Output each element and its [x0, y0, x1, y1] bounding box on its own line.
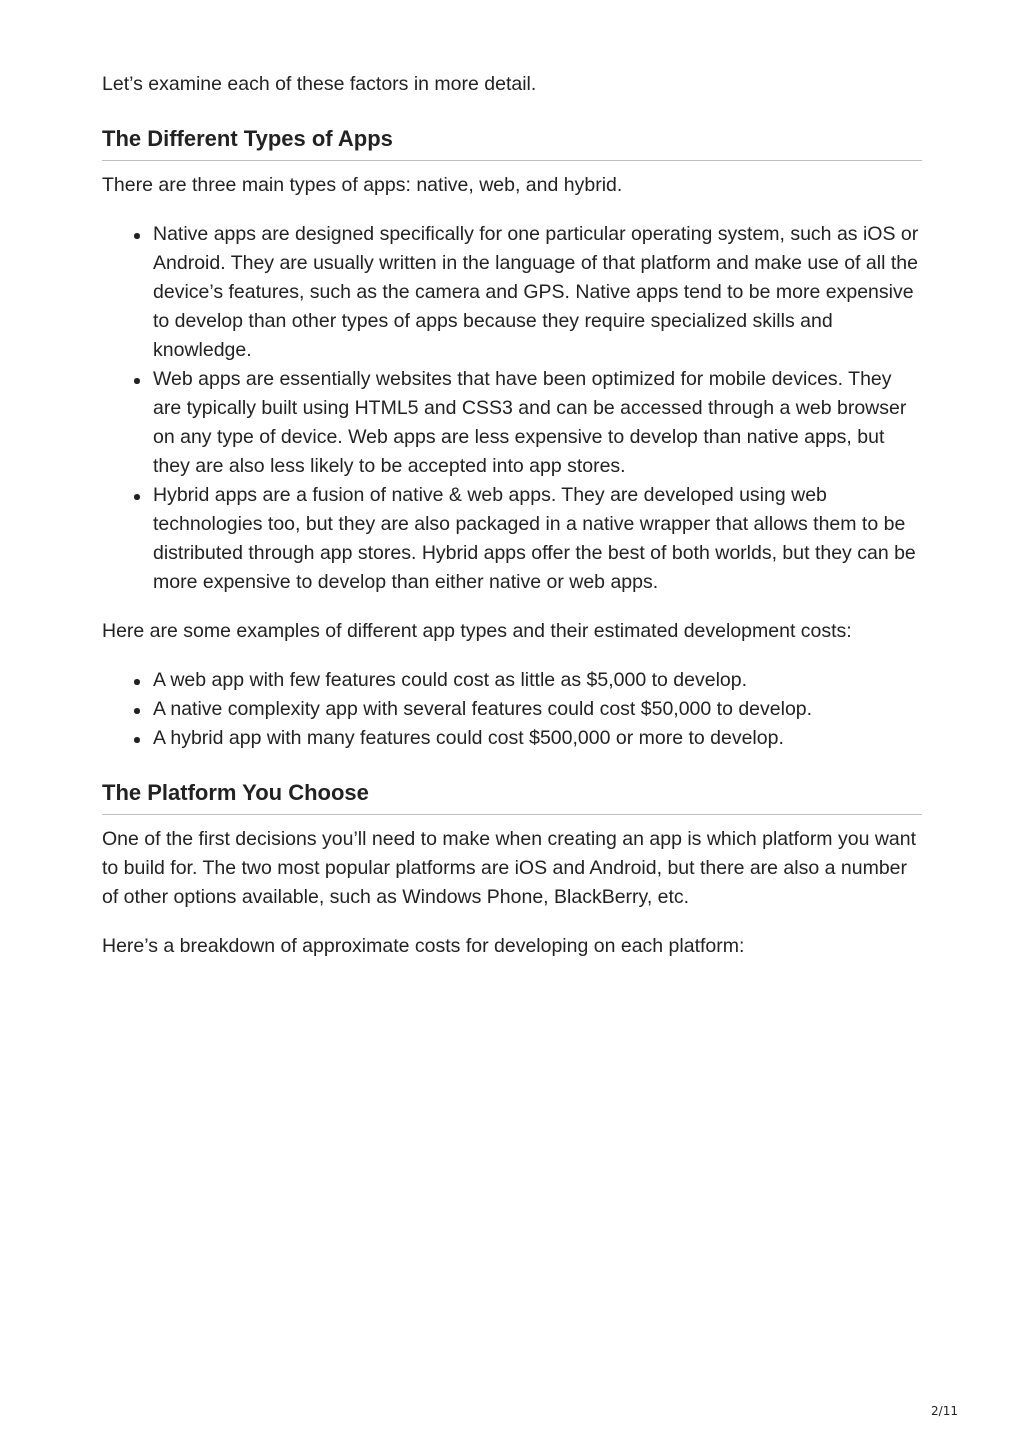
platform-paragraph: One of the first decisions you’ll need to make when creating an app is which platform you want to build for. The two most popular platforms are iOS and Android, but there are also a number of other options available, such as Windows Phone, BlackBerry, etc. — [102, 828, 917, 908]
article-body — [102, 70, 922, 961]
section-heading-app-types: The Different Types of Apps — [102, 125, 922, 161]
breakdown-lead: Here’s a breakdown of approximate costs for developing on each platform: — [102, 935, 745, 957]
intro-paragraph: Let’s examine each of these factors in more detail. — [102, 73, 537, 95]
list-item-native-app-cost: A native complexity app with several features could cost $50,000 to develop. — [153, 695, 922, 724]
list-item-hybrid-app-cost: A hybrid app with many features could cost $500,000 or more to develop. — [153, 724, 922, 753]
app-types-list — [102, 220, 922, 597]
list-item-hybrid-apps: Hybrid apps are a fusion of native & web apps. They are developed using web technologies too, but they are also packaged in a native wrapper that allows them to be distributed through app stores. Hybrid apps offer the best of both worlds, but they can be more expensive to develop than either native or web apps. — [153, 481, 922, 597]
list-item-native-apps: Native apps are designed specifically for one particular operating system, such as iOS or Android. They are usually written in the language of that platform and make use of all the device’s features, such as the camera and GPS. Native apps tend to be more expensive to develop than other types of apps because they require specialized skills and knowledge. — [153, 220, 922, 365]
list-item-web-apps: Web apps are essentially websites that have been optimized for mobile devices. They are typically built using HTML5 and CSS3 and can be accessed through a web browser on any type of device. Web apps are less expensive to develop than native apps, but they are also less likely to be accepted into app stores. — [153, 365, 922, 481]
app-types-lead: There are three main types of apps: native, web, and hybrid. — [102, 174, 623, 196]
page-number: 2/11 — [931, 1404, 958, 1418]
section-heading-platform: The Platform You Choose — [102, 779, 922, 815]
list-item-web-app-cost: A web app with few features could cost as little as $5,000 to develop. — [153, 666, 922, 695]
examples-lead: Here are some examples of different app types and their estimated development costs: — [102, 620, 852, 642]
cost-examples-list — [102, 666, 922, 753]
